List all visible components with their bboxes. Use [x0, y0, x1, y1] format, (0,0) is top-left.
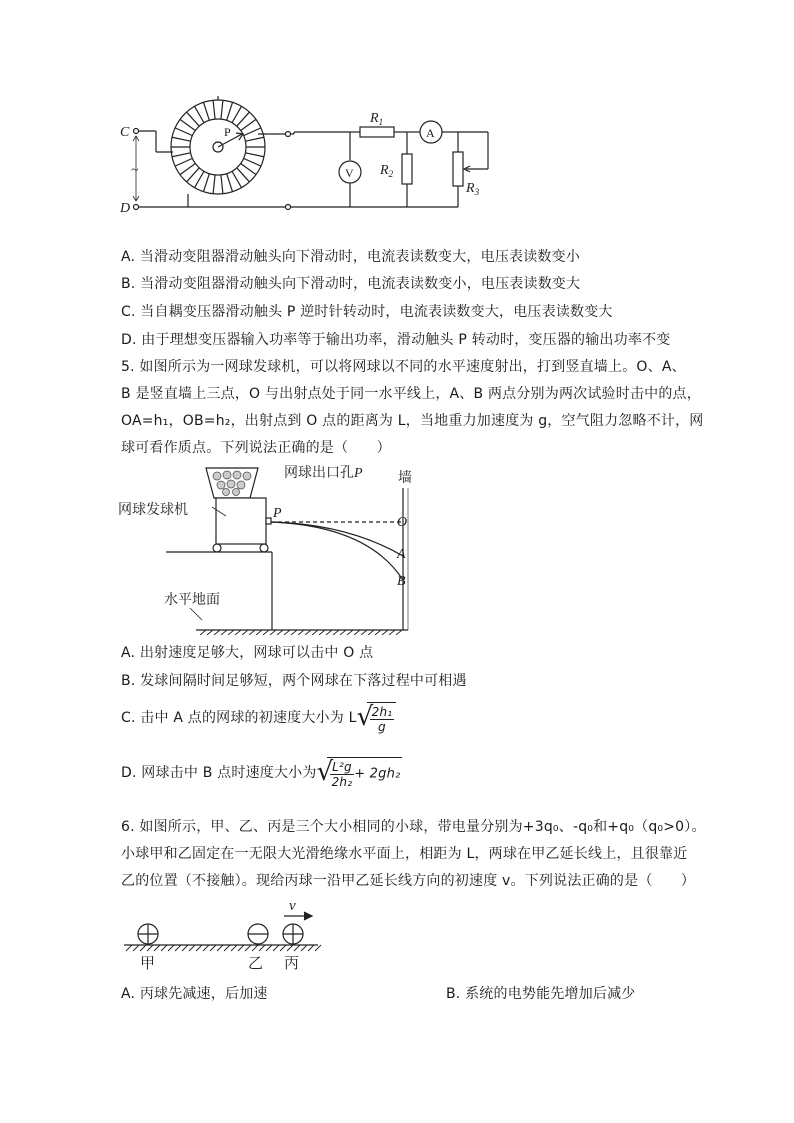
r3-sub: 3	[474, 187, 480, 197]
q6-stem-line-3: 乙的位置（不接触）。现给丙球一沿甲乙延长线方向的初速度 v。下列说法正确的是（ ）	[121, 873, 696, 889]
ground-hatch	[361, 630, 367, 635]
q5-stem-line-3: OA=h₁，OB=h₂，出射点到 O 点的距离为 L，当地重力加速度为 g，空气阻力忽略不计，网	[121, 413, 704, 429]
coil-turn	[237, 112, 250, 126]
svg-text:R2	[379, 163, 394, 179]
surface-hatch	[245, 945, 251, 951]
ground-hatch	[291, 630, 297, 635]
surface-hatch	[140, 945, 146, 951]
ground-hatch	[347, 630, 353, 635]
surface-hatch	[175, 945, 181, 951]
ground-hatch	[228, 630, 234, 635]
coil-turn	[221, 175, 223, 194]
coil-turn	[221, 100, 223, 119]
surface-hatch	[154, 945, 160, 951]
ground-hatch	[200, 630, 206, 635]
surface-hatch	[161, 945, 167, 951]
coil-turn	[213, 175, 215, 194]
q5-option-a: A. 出射速度足够大，网球可以击中 O 点	[121, 645, 374, 661]
surface-hatch	[168, 945, 174, 951]
wall-label: 墙	[398, 470, 412, 486]
coil-turn	[203, 102, 209, 120]
ground-hatch	[207, 630, 213, 635]
ground-hatch	[312, 630, 318, 635]
coil-turn	[180, 163, 195, 174]
ground-hatch	[221, 630, 227, 635]
ground-hatch	[277, 630, 283, 635]
coil-turn	[245, 137, 264, 141]
coil-turn	[241, 119, 256, 130]
surface-hatch	[266, 945, 272, 951]
coil-turn	[172, 153, 191, 157]
ground-hatch	[354, 630, 360, 635]
ground-hatch	[298, 630, 304, 635]
surface-hatch	[301, 945, 307, 951]
ammeter-label: A	[426, 126, 435, 140]
q6-option-b: B. 系统的电势能先增加后减少	[446, 986, 636, 1002]
surface-hatch	[147, 945, 153, 951]
surface-hatch	[294, 945, 300, 951]
surface-hatch	[231, 945, 237, 951]
ground-hatch	[340, 630, 346, 635]
surface-hatch	[273, 945, 279, 951]
q5-stem-line-2: B 是竖直墙上三点，O 与出射点处于同一水平线上，A、B 两点分别为两次试验时击中的点，	[121, 386, 701, 402]
surface-hatch	[196, 945, 202, 951]
ground-hatch	[284, 630, 290, 635]
surface-hatch	[182, 945, 188, 951]
svg-text:R1	[369, 111, 383, 127]
ac-symbol: ~	[131, 163, 139, 178]
q5-stem-line-1: 5. 如图所示为一网球发球机，可以将网球以不同的水平速度射出，打到竖直墙上。O、A、	[121, 359, 686, 375]
q5-option-c	[121, 702, 396, 734]
surface-hatch	[189, 945, 195, 951]
voltmeter-label: V	[345, 166, 354, 180]
ball-jia-label: 甲	[140, 954, 156, 972]
ground-hatch	[249, 630, 255, 635]
ground-hatch	[382, 630, 388, 635]
surface-hatch	[315, 945, 321, 951]
ground-hatch	[375, 630, 381, 635]
q6-stem-line-2: 小球甲和乙固定在一无限大光滑绝缘水平面上，相距为 L，两球在甲乙延长线上，且很靠近	[121, 846, 688, 862]
coil-turn	[175, 158, 192, 166]
ground-hatch	[270, 630, 276, 635]
coil-turn	[241, 163, 256, 174]
coil-turn	[227, 174, 233, 192]
ball-yi-label: 乙	[248, 954, 264, 972]
point-a-label: A	[397, 547, 406, 562]
machine-label: 网球发球机	[118, 502, 188, 518]
q5-option-d-sqrt: √ $\frac{\text{L²g}}{\text{2h₂}}$ + 2gh₂	[316, 757, 401, 789]
ground-hatch	[263, 630, 269, 635]
surface-hatch	[259, 945, 265, 951]
surface-hatch	[252, 945, 258, 951]
ground-label: 水平地面	[164, 592, 220, 608]
surface-hatch	[280, 945, 286, 951]
coil-turn	[227, 102, 233, 120]
tennis-launcher-figure	[118, 460, 428, 635]
coil-turn	[213, 100, 215, 119]
surface-hatch	[238, 945, 244, 951]
r3-label: R	[466, 181, 475, 196]
coil-turn	[195, 106, 205, 122]
terminal-c-label: C	[120, 125, 130, 140]
ground-hatch	[368, 630, 374, 635]
coil-turn	[187, 112, 200, 126]
ground-hatch	[214, 630, 220, 635]
point-o-label: O	[397, 515, 408, 530]
surface-hatch	[287, 945, 293, 951]
surface-hatch	[217, 945, 223, 951]
surface-hatch	[210, 945, 216, 951]
q5-option-c-num: 2h₁	[371, 705, 393, 719]
q5-option-c-den: g	[378, 720, 386, 734]
ground-hatch	[333, 630, 339, 635]
coil-turn	[245, 153, 264, 157]
ground-hatch	[319, 630, 325, 635]
r2-label: R	[380, 163, 389, 178]
velocity-label: v	[289, 898, 296, 914]
svg-text:R3	[465, 181, 480, 197]
ball-bing-label: 丙	[284, 954, 300, 972]
ground-hatch	[396, 630, 402, 635]
q5-option-d-tail: + 2gh₂	[354, 766, 401, 782]
q6-option-a: A. 丙球先减速，后加速	[121, 986, 268, 1002]
q5-option-d-text: D. 网球击中 B 点时速度大小为	[121, 765, 317, 781]
exit-label: 网球出口孔	[284, 465, 354, 481]
coil-turn	[203, 174, 209, 192]
ground-hatch	[389, 630, 395, 635]
point-b-label: B	[397, 574, 406, 589]
q4-option-c: C. 当自耦变压器滑动触头 P 逆时针转动时，电流表读数变大，电压表读数变大	[121, 304, 613, 320]
coil-turn	[172, 137, 191, 141]
surface-hatch	[133, 945, 139, 951]
ground-hatch	[235, 630, 241, 635]
surface-hatch	[203, 945, 209, 951]
q5-option-d	[121, 757, 402, 789]
q4-option-d: D. 由于理想变压器输入功率等于输出功率，滑动触头 P 转动时，变压器的输出功率不变	[121, 332, 671, 348]
point-p-label: P	[273, 506, 282, 521]
charged-balls-figure	[122, 896, 322, 976]
ground-hatch	[256, 630, 262, 635]
q5-option-b: B. 发球间隔时间足够短，两个网球在下落过程中可相遇	[121, 673, 467, 689]
q5-option-d-num: L²g	[330, 760, 355, 775]
ground-hatch	[326, 630, 332, 635]
coil-turn	[232, 171, 242, 187]
coil-turn	[237, 168, 250, 182]
coil-turn	[244, 158, 261, 166]
coil-turn	[195, 171, 205, 187]
coil-turn	[187, 168, 200, 182]
ground-hatch	[242, 630, 248, 635]
q5-option-c-sqrt: √ $\frac{\text{2h₁}}{g}$	[357, 702, 397, 734]
transformer-circuit-figure	[118, 92, 498, 222]
terminal-d-label: D	[120, 201, 131, 216]
slider-p-label: P	[224, 125, 231, 139]
surface-hatch	[308, 945, 314, 951]
r2-sub: 2	[388, 169, 394, 179]
q6-stem-line-1: 6. 如图所示，甲、乙、丙是三个大小相同的小球，带电量分别为+3q₀、-q₀和+q₀（q₀>0）。	[121, 819, 706, 835]
q5-option-d-den: 2h₂	[331, 775, 353, 789]
q4-option-a: A. 当滑动变阻器滑动触头向下滑动时，电流表读数变大，电压表读数变小	[121, 249, 581, 265]
r1-label: R	[370, 111, 379, 126]
svg-text:网球出口孔P	[284, 464, 363, 481]
ground-hatch	[305, 630, 311, 635]
coil-turn	[175, 128, 192, 136]
coil-turn	[180, 119, 195, 130]
surface-hatch	[126, 945, 132, 951]
q5-option-c-text: C. 击中 A 点的网球的初速度大小为 L	[121, 710, 357, 726]
exit-p-label: P	[354, 466, 363, 481]
q5-stem-line-4: 球可看作质点。下列说法正确的是（ ）	[121, 440, 391, 456]
surface-hatch	[224, 945, 230, 951]
coil-turn	[232, 106, 242, 122]
r1-sub: 1	[378, 117, 384, 127]
q4-option-b: B. 当滑动变阻器滑动触头向下滑动时，电流表读数变小，电压表读数变大	[121, 276, 581, 292]
